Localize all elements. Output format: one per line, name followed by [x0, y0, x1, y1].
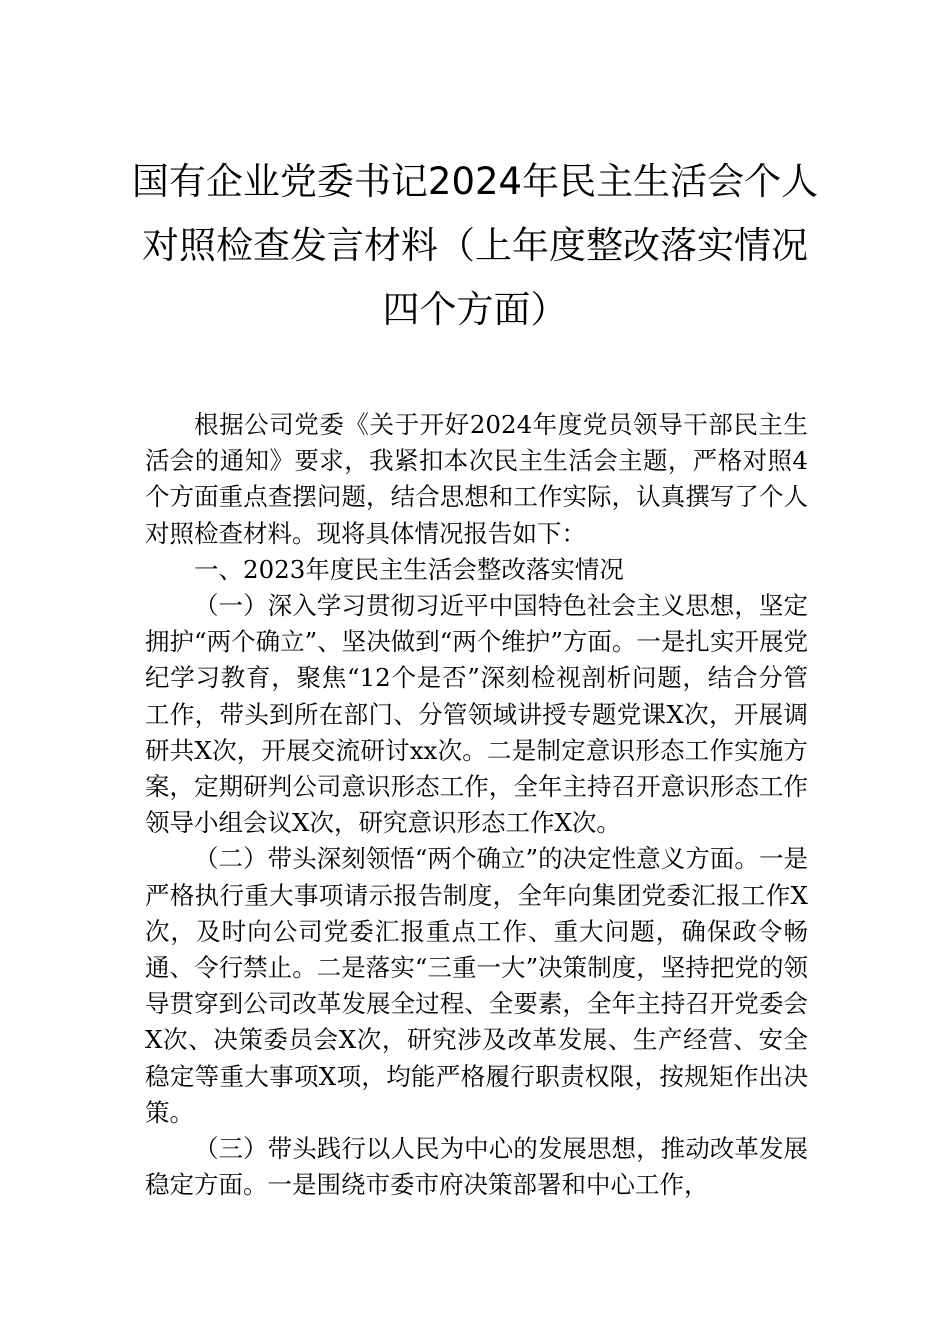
intro-paragraph: 根据公司党委《关于开好2024年度党员领导干部民主生活会的通知》要求，我紧扣本次民主生活会主题，严格对照4个方面重点查摆问题，结合思想和工作实际，认真撰写了个人对照检查材料。现将具体情况报告如下：	[145, 410, 808, 548]
document-body	[145, 407, 808, 1203]
document-title	[130, 150, 820, 342]
title-line-3: 四个方面）	[382, 288, 568, 331]
body-paragraph-1: （一）深入学习贯彻习近平中国特色社会主义思想，坚定拥护“两个确立”、坚决做到“两个维护”方面。一是扎实开展党纪学习教育，聚焦“12个是否”深刻检视剖析问题，结合分管工作，带头到所在部门、分管领域讲授专题党课X次，开展调研共X次，开展交流研讨xx次。二是制定意识形态工作实施方案，定期研判公司意识形态工作，全年主持召开意识形态工作领导小组会议X次，研究意识形态工作X次。	[145, 591, 808, 838]
body-paragraph-2: （二）带头深刻领悟“两个确立”的决定性意义方面。一是严格执行重大事项请示报告制度，全年向集团党委汇报工作X次，及时向公司党委汇报重点工作、重大问题，确保政令畅通、令行禁止。二是落实“三重一大”决策制度，坚持把党的领导贯穿到公司改革发展全过程、全要素，全年主持召开党委会X次、决策委员会X次，研究涉及改革发展、生产经营、安全稳定等重大事项X项，均能严格履行职责权限，按规矩作出决策。	[145, 844, 808, 1127]
section-heading: 一、2023年度民主生活会整改落实情况	[194, 554, 624, 584]
title-line-1: 国有企业党委书记2024年民主生活会个人	[131, 160, 819, 203]
title-line-2: 对照检查发言材料（上年度整改落实情况	[142, 224, 808, 267]
body-paragraph-3: （三）带头践行以人民为中心的发展思想，推动改革发展稳定方面。一是围绕市委市府决策部署和中心工作，	[145, 1134, 808, 1200]
